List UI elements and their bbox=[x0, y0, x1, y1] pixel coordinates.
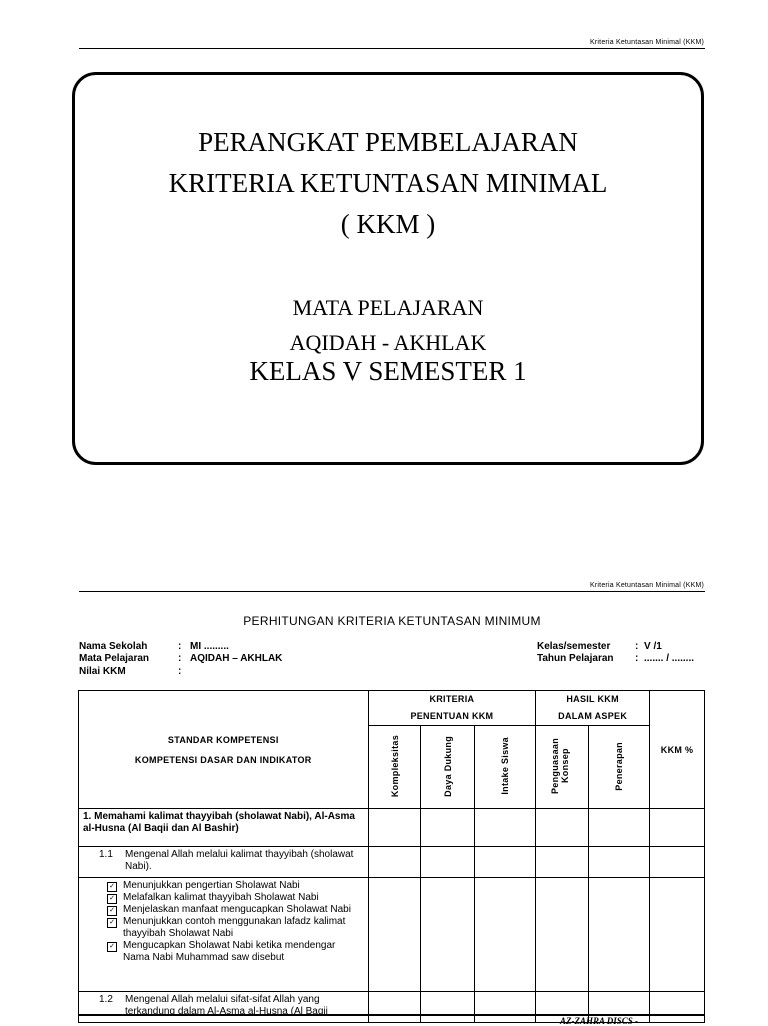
cover-title-3: ( KKM ) bbox=[340, 209, 436, 239]
checkbox-icon: ✓ bbox=[107, 918, 117, 928]
list-item: ✓ Menunjukkan pengertian Sholawat Nabi bbox=[83, 880, 364, 892]
col-sk-header: STANDAR KOMPETENSI KOMPETENSI DASAR DAN INDIKATOR bbox=[79, 691, 369, 809]
info-class-sep: : bbox=[635, 641, 639, 652]
kkm-table bbox=[78, 690, 705, 1023]
col-kompleksitas: Kompleksitas bbox=[368, 726, 421, 809]
list-item: ✓ Melafalkan kalimat thayyibah Sholawat Nabi bbox=[83, 892, 364, 904]
checkbox-icon: ✓ bbox=[107, 906, 117, 916]
running-header-2: Kriteria Ketuntasan Minimal (KKM) bbox=[590, 582, 704, 589]
table-row bbox=[79, 809, 705, 847]
running-header: Kriteria Ketuntasan Minimal (KKM) bbox=[590, 39, 704, 46]
col-kkm-header: KKM % bbox=[650, 691, 705, 809]
col-penerapan: Penerapan bbox=[589, 726, 650, 809]
sk-1-text: 1. Memahami kalimat thayyibah (sholawat Nabi), Al-Asma al-Husna (Al Baqii dan Al Bashir) bbox=[79, 809, 369, 847]
info-subject-label: Mata Pelajaran bbox=[79, 653, 150, 664]
list-item: ✓ Menunjukkan contoh menggunakan lafadz kalimat thayyibah Sholawat Nabi bbox=[83, 916, 364, 940]
cover-subject: AQIDAH - AKHLAK bbox=[289, 330, 487, 355]
group-hasil-header: HASIL KKM DALAM ASPEK bbox=[536, 691, 650, 726]
info-class-label: Kelas/semester bbox=[537, 641, 611, 652]
kd-1-1: 1.1 Mengenal Allah melalui kalimat thayyibah (sholawat Nabi). bbox=[79, 847, 369, 878]
info-subject-sep: : bbox=[178, 653, 182, 664]
info-year-value: ....... / ........ bbox=[644, 653, 695, 664]
list-item: ✓ Mengucapkan Sholawat Nabi ketika mendengar Nama Nabi Muhammad saw disebut bbox=[83, 940, 364, 964]
info-school-label: Nama Sekolah bbox=[79, 641, 148, 652]
header-rule-2 bbox=[79, 591, 705, 592]
checkbox-icon: ✓ bbox=[107, 882, 117, 892]
table-row bbox=[79, 847, 705, 878]
header-rule bbox=[79, 48, 705, 49]
indicator-list bbox=[79, 878, 369, 992]
col-intake-siswa: Intake Siswa bbox=[475, 726, 536, 809]
kd-1-2: 1.2 Mengenal Allah melalui sifat-sifat Allah yang terkandung dalam Al-Asma al-Husna (Al Baqii bbox=[79, 992, 369, 1023]
info-kkm-label: Nilai KKM bbox=[79, 666, 126, 677]
col-daya-dukung: Daya Dukung bbox=[421, 726, 475, 809]
info-year-sep: : bbox=[635, 653, 639, 664]
footer-text: AZ-ZAHRA DISCS - bbox=[560, 1016, 639, 1026]
info-school-sep: : bbox=[178, 641, 182, 652]
group-kriteria-header: KRITERIA PENENTUAN KKM bbox=[368, 691, 536, 726]
checkbox-icon: ✓ bbox=[107, 942, 117, 952]
col-penguasaan-konsep: Penguasaan Konsep bbox=[536, 726, 589, 809]
cover-class: KELAS V SEMESTER 1 bbox=[249, 356, 527, 386]
info-class-value: V /1 bbox=[644, 641, 662, 652]
cover-box bbox=[72, 72, 704, 465]
cover-title-2: KRITERIA KETUNTASAN MINIMAL bbox=[168, 168, 608, 198]
list-item: ✓ Menjelaskan manfaat mengucapkan Sholawat Nabi bbox=[83, 904, 364, 916]
info-subject-value: AQIDAH – AKHLAK bbox=[190, 653, 283, 664]
cover-subject-label: MATA PELAJARAN bbox=[292, 295, 484, 320]
table-row bbox=[79, 878, 705, 992]
info-school-value: MI ......... bbox=[190, 641, 229, 652]
info-kkm-sep: : bbox=[178, 666, 182, 677]
cover-title-1: PERANGKAT PEMBELAJARAN bbox=[198, 127, 578, 157]
checkbox-icon: ✓ bbox=[107, 894, 117, 904]
calc-title: PERHITUNGAN KRITERIA KETUNTASAN MINIMUM bbox=[243, 614, 541, 628]
info-year-label: Tahun Pelajaran bbox=[537, 653, 614, 664]
